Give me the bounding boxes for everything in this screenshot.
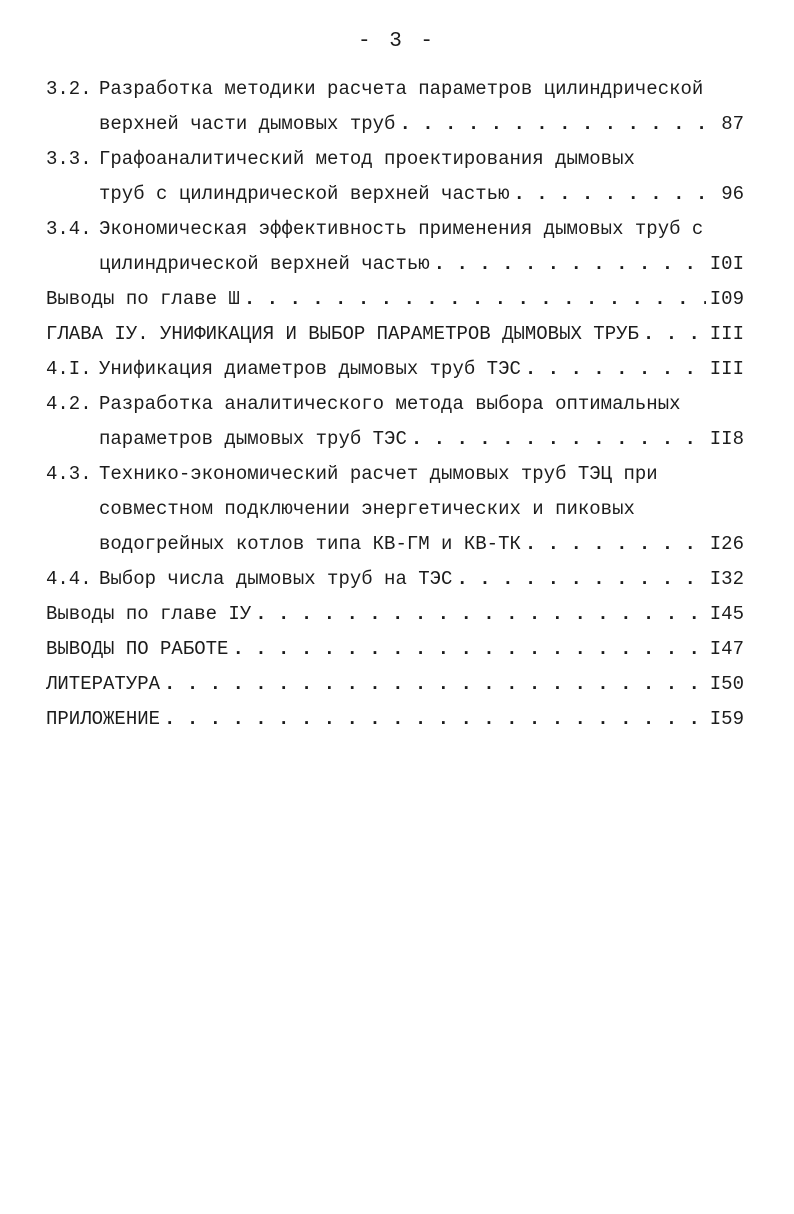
toc-entry-title: водогрейных котлов типа КВ-ГМ и КВ-ТК (99, 533, 521, 555)
toc-entry-title: Разработка аналитического метода выбора оптимальных (99, 393, 681, 415)
section-number: 4.2. (46, 393, 92, 415)
section-number: 4.4. (46, 568, 92, 590)
toc-line (0, 317, 794, 352)
toc-line (0, 107, 794, 142)
section-number: 4.3. (46, 463, 92, 485)
toc-line (0, 72, 794, 107)
page-reference: I50 (709, 673, 744, 695)
toc-entry-title: Экономическая эффективность применения дымовых труб с (99, 218, 704, 240)
toc-entry (0, 72, 794, 142)
dot-leader (164, 702, 706, 737)
toc-entry (0, 702, 794, 737)
page-reference: I26 (709, 533, 744, 555)
dot-leader (525, 352, 706, 387)
toc-line (0, 282, 794, 317)
toc-entry (0, 282, 794, 317)
table-of-contents (0, 72, 794, 737)
toc-line (0, 667, 794, 702)
toc-line (0, 352, 794, 387)
toc-entry-title: Выводы по главе IУ (46, 603, 252, 625)
dot-leader (456, 562, 705, 597)
toc-line (0, 702, 794, 737)
toc-entry-title: труб с цилиндрической верхней частью (99, 183, 510, 205)
toc-line (0, 247, 794, 282)
toc-line (0, 527, 794, 562)
dot-leader (434, 247, 706, 282)
toc-entry-title: совместном подключении энергетических и пиковых (99, 498, 635, 520)
dot-leader (643, 317, 706, 352)
toc-entry-title: ПРИЛОЖЕНИЕ (46, 708, 161, 730)
toc-entry (0, 457, 794, 562)
dot-leader (525, 527, 706, 562)
toc-line (0, 632, 794, 667)
toc-line (0, 387, 794, 422)
section-number: 3.3. (46, 148, 92, 170)
section-number: 3.4. (46, 218, 92, 240)
page-reference: I09 (709, 288, 744, 310)
toc-entry (0, 597, 794, 632)
toc-entry (0, 212, 794, 282)
toc-line (0, 212, 794, 247)
page-reference: 96 (721, 183, 744, 205)
toc-entry (0, 317, 794, 352)
page-reference: III (709, 358, 744, 380)
dot-leader (513, 177, 717, 212)
section-number: 3.2. (46, 78, 92, 100)
page-reference: I47 (709, 638, 744, 660)
toc-entry-title: цилиндрической верхней частью (99, 253, 430, 275)
toc-entry-title: Выбор числа дымовых труб на ТЭС (99, 568, 453, 590)
toc-entry-title: Разработка методики расчета параметров цилиндрической (99, 78, 704, 100)
toc-entry-title: ВЫВОДЫ ПО РАБОТЕ (46, 638, 229, 660)
toc-line (0, 422, 794, 457)
toc-line (0, 457, 794, 492)
page-reference: 87 (721, 113, 744, 135)
dot-leader (244, 282, 706, 317)
dot-leader (411, 422, 706, 457)
page-reference: I59 (709, 708, 744, 730)
toc-line (0, 177, 794, 212)
toc-entry-title: ЛИТЕРАТУРА (46, 673, 161, 695)
toc-entry-title: параметров дымовых труб ТЭС (99, 428, 407, 450)
page-reference: II8 (709, 428, 744, 450)
toc-entry-title: Графоаналитический метод проектирования дымовых (99, 148, 635, 170)
toc-entry (0, 352, 794, 387)
dot-leader (255, 597, 706, 632)
toc-entry (0, 632, 794, 667)
page-reference: I32 (709, 568, 744, 590)
dot-leader (232, 632, 705, 667)
dot-leader (399, 107, 717, 142)
toc-entry-title: Технико-экономический расчет дымовых труб ТЭЦ при (99, 463, 658, 485)
toc-line (0, 562, 794, 597)
page-reference: I45 (709, 603, 744, 625)
section-number: 4.I. (46, 358, 92, 380)
toc-entry-title: верхней части дымовых труб (99, 113, 396, 135)
page-reference: I0I (709, 253, 744, 275)
toc-line (0, 142, 794, 177)
toc-line (0, 597, 794, 632)
page-number: - 3 - (357, 30, 436, 53)
dot-leader (164, 667, 706, 702)
toc-line (0, 492, 794, 527)
toc-entry-title: ГЛАВА IУ. УНИФИКАЦИЯ И ВЫБОР ПАРАМЕТРОВ ДЫМОВЫХ ТРУБ (46, 323, 639, 345)
toc-entry (0, 562, 794, 597)
page-reference: III (709, 323, 744, 345)
toc-entry-title: Унификация диаметров дымовых труб ТЭС (99, 358, 521, 380)
toc-entry (0, 142, 794, 212)
toc-entry (0, 667, 794, 702)
toc-entry (0, 387, 794, 457)
toc-entry-title: Выводы по главе Ш (46, 288, 240, 310)
